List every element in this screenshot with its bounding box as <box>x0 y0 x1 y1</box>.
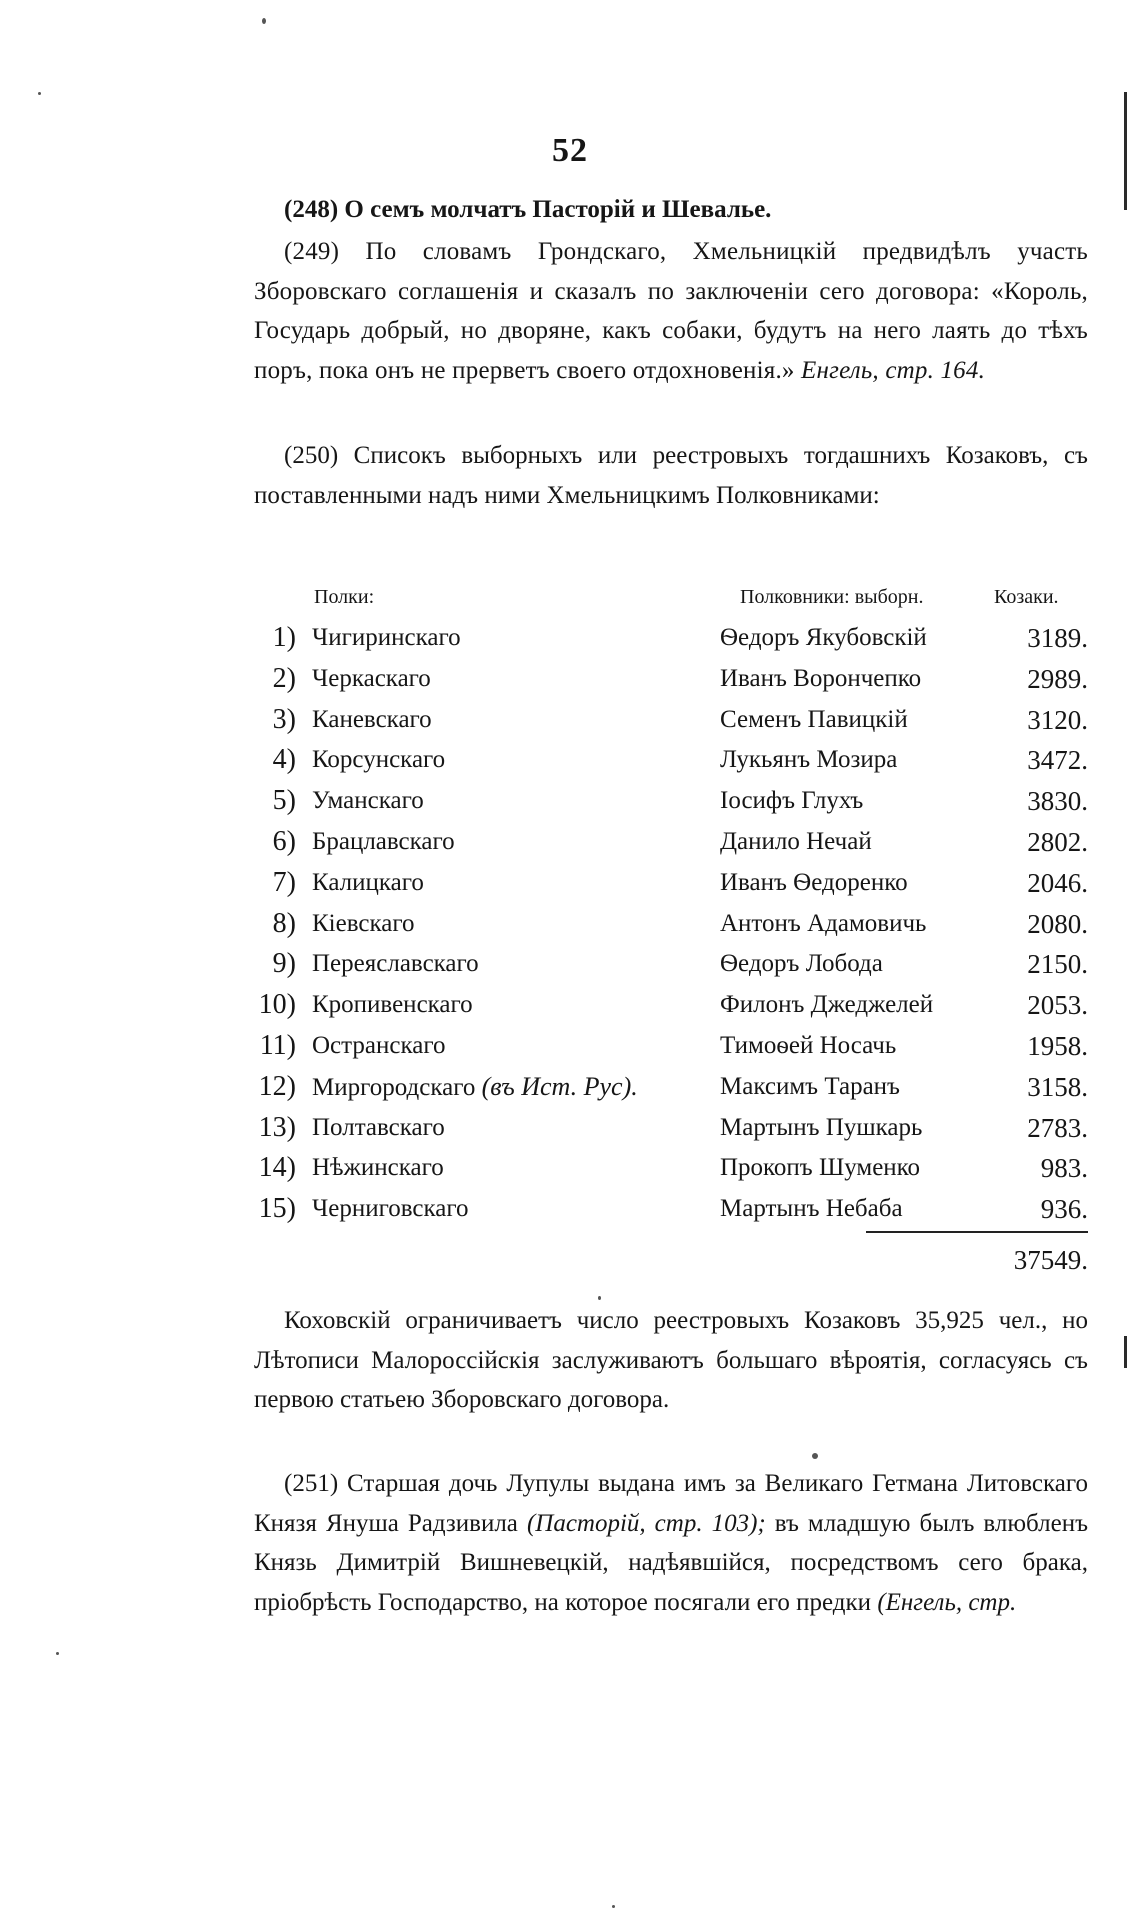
footnote-249-text <box>254 232 1088 390</box>
row-number: 5) <box>272 785 296 817</box>
header-cossacks: Козаки. <box>994 586 1059 608</box>
table-row <box>254 740 1088 781</box>
regiment-name-cell <box>312 700 432 741</box>
row-number: 4) <box>272 744 296 776</box>
colonel-name: Максимъ Таранъ <box>720 1072 900 1100</box>
footnote-249 <box>254 232 1088 390</box>
row-number: 6) <box>272 825 296 857</box>
table-row <box>254 618 1088 659</box>
colonel-name: Мартынъ Пушкарь <box>720 1113 923 1141</box>
regiment-name: Каневскаго <box>312 705 432 733</box>
footnote-251 <box>254 1464 1088 1622</box>
table-row <box>254 700 1088 741</box>
colonel-name: Семенъ Павицкій <box>720 705 908 733</box>
scan-speck <box>262 18 266 24</box>
regiment-name-cell <box>312 1026 445 1067</box>
regiment-name: Корсунскаго <box>312 746 446 774</box>
row-number: 7) <box>272 866 296 898</box>
footnote-250 <box>254 436 1088 515</box>
cossack-count: 936. <box>1040 1194 1088 1225</box>
cossack-count: 2053. <box>1027 990 1088 1021</box>
regiment-name-cell <box>312 1108 445 1149</box>
cossack-count: 2802. <box>1027 826 1088 857</box>
colonel-name: Прокопъ Шуменко <box>720 1154 921 1182</box>
regiment-name: Кропивенскаго <box>312 991 473 1019</box>
table-row <box>254 1189 1088 1230</box>
regiment-name: Полтавскаго <box>312 1113 445 1141</box>
table-row <box>254 822 1088 863</box>
colonel-name: Данило Нечай <box>720 827 872 855</box>
row-number: 1) <box>272 622 296 653</box>
scan-speck <box>56 1652 59 1655</box>
table-row <box>254 863 1088 904</box>
colonel-name: Іосифъ Глухъ <box>720 787 864 815</box>
cossack-count: 2783. <box>1027 1112 1088 1143</box>
regiment-name-cell <box>312 985 473 1026</box>
regiment-name: Черниговскаго <box>312 1195 469 1223</box>
cossack-count: 983. <box>1040 1153 1088 1184</box>
regiment-name: Калицкаго <box>312 868 424 896</box>
regiment-name: Миргородскаго <box>312 1073 476 1101</box>
footnote-249-reference: Енгель, стр. 164. <box>801 356 986 384</box>
table-row <box>254 1148 1088 1189</box>
regiment-name: Черкаскаго <box>312 664 431 692</box>
footnote-251-text <box>254 1464 1088 1622</box>
footnote-250-text: (250) Списокъ выборныхъ или реестровыхъ тогдашнихъ Козаковъ, съ поставленными надъ ними Хмельницкимъ Полковниками: <box>254 442 1088 509</box>
colonel-name: Лукьянъ Мозира <box>720 746 898 774</box>
regiment-name: Чигиринскаго <box>312 624 461 651</box>
cossack-count: 3189. <box>1027 623 1088 653</box>
footnote-251-body-b: въ младшую былъ влюбленъ Князь Димитрій Вишневецкій, надѣявшійся, посредствомъ сего брака, пріобрѣсть Господарство, на которое посягали его предки <box>254 1509 1089 1616</box>
regiment-table <box>254 618 1088 1230</box>
header-regiments: Полки: <box>314 586 375 608</box>
table-row <box>254 944 1088 985</box>
table-row <box>254 904 1088 945</box>
scan-edge-line <box>1124 1336 1127 1368</box>
colonel-name: Филонъ Джеджелей <box>720 991 934 1019</box>
row-number: 3) <box>272 703 296 735</box>
regiment-name-cell <box>312 904 414 945</box>
row-number: 15) <box>258 1193 296 1225</box>
row-number: 2) <box>272 662 296 694</box>
footnote-251-reference-1: (Пасторій, стр. 103); <box>526 1509 766 1537</box>
regiment-name: Остранскаго <box>312 1031 446 1059</box>
page-number: 52 <box>552 132 588 169</box>
regiment-note: (въ Ист. Рус). <box>481 1071 638 1101</box>
scan-speck <box>598 1296 601 1300</box>
regiment-name-cell <box>312 1189 468 1230</box>
regiment-name: Уманскаго <box>312 787 424 815</box>
regiment-name: Кіевскаго <box>312 909 415 937</box>
footnote-248-text: (248) О семъ молчатъ Пасторій и Шевалье. <box>284 196 772 223</box>
cossack-count: 1958. <box>1027 1030 1088 1061</box>
row-number: 13) <box>258 1111 296 1143</box>
regiment-name-cell <box>312 863 424 904</box>
regiment-name-cell <box>312 618 461 659</box>
footnote-250-continuation-text: Коховскій ограничиваетъ число реестровыхъ Козаковъ 35,925 чел., но Лѣтописи Малороссійскія заслуживаютъ большаго вѣроятія, согласуясь съ первою статьею Зборовскаго договора. <box>254 1307 1088 1414</box>
colonel-name: Иванъ Ѳедоренко <box>720 868 908 896</box>
regiment-name-cell <box>312 740 445 781</box>
regiment-name: Брацлавскаго <box>312 827 455 855</box>
colonel-name: Иванъ Ворончепко <box>720 664 922 692</box>
cossack-count: 2150. <box>1027 949 1088 980</box>
cossack-count: 2080. <box>1027 908 1088 939</box>
regiment-name-cell <box>312 659 431 700</box>
row-number: 12) <box>258 1070 296 1102</box>
cossack-count: 3158. <box>1027 1071 1088 1102</box>
footnote-248 <box>254 190 1088 230</box>
footnote-249-body: (249) По словамъ Грондскаго, Хмельницкій предвидѣлъ участь Зборовскаго соглашенія и сказалъ по заключеніи сего договора: «Король, Государь добрый, но дворяне, какъ собаки, будутъ на него лаять до тѣхъ поръ, пока онъ не прерветъ своего отдохновенія.» <box>254 238 1088 384</box>
cossack-count: 3472. <box>1027 745 1088 776</box>
sum-rule <box>866 1231 1088 1233</box>
table-row <box>254 1026 1088 1067</box>
table-row <box>254 1067 1088 1108</box>
scan-speck <box>38 92 41 95</box>
table-row <box>254 659 1088 700</box>
row-number: 9) <box>272 948 296 980</box>
regiment-name-cell <box>312 1148 444 1189</box>
regiment-name: Нѣжинскаго <box>312 1154 444 1182</box>
scan-speck <box>812 1453 818 1459</box>
colonel-name: Тимоѳей Носачь <box>720 1031 897 1059</box>
colonel-name: Антонъ Адамовичь <box>720 909 927 937</box>
header-colonels: Полковники: выборн. <box>740 586 924 608</box>
regiment-name-cell <box>312 1067 638 1109</box>
regiment-name-cell <box>312 781 424 822</box>
cossack-count: 2989. <box>1027 663 1088 694</box>
table-row <box>254 985 1088 1026</box>
footnote-251-body-a: (251) Старшая дочь Лупулы выдана имъ за Великаго Гетмана Литовскаго Князя Януша Радзивила <box>254 1470 1088 1537</box>
table-row <box>254 781 1088 822</box>
cossack-count: 3830. <box>1027 786 1088 817</box>
cossack-count: 2046. <box>1027 867 1088 898</box>
table-total: 37549. <box>1013 1245 1088 1275</box>
footnote-250-continuation <box>254 1301 1088 1420</box>
row-number: 10) <box>258 989 296 1021</box>
colonel-name: Мартынъ Небаба <box>720 1195 903 1223</box>
regiment-table-header <box>254 586 1088 616</box>
colonel-name: Ѳедоръ Якубовскій <box>720 624 927 651</box>
regiment-name-cell <box>312 944 479 985</box>
row-number: 11) <box>259 1029 296 1061</box>
regiment-name-cell <box>312 822 455 863</box>
row-number: 8) <box>272 907 296 939</box>
regiment-name: Переяславскаго <box>312 950 479 978</box>
scan-speck <box>612 1905 615 1908</box>
footnote-251-reference-2: (Енгель, стр. <box>877 1588 1017 1616</box>
row-number: 14) <box>258 1152 296 1184</box>
cossack-count: 3120. <box>1027 704 1088 735</box>
table-row <box>254 1108 1088 1149</box>
colonel-name: Ѳедоръ Лобода <box>720 950 883 978</box>
